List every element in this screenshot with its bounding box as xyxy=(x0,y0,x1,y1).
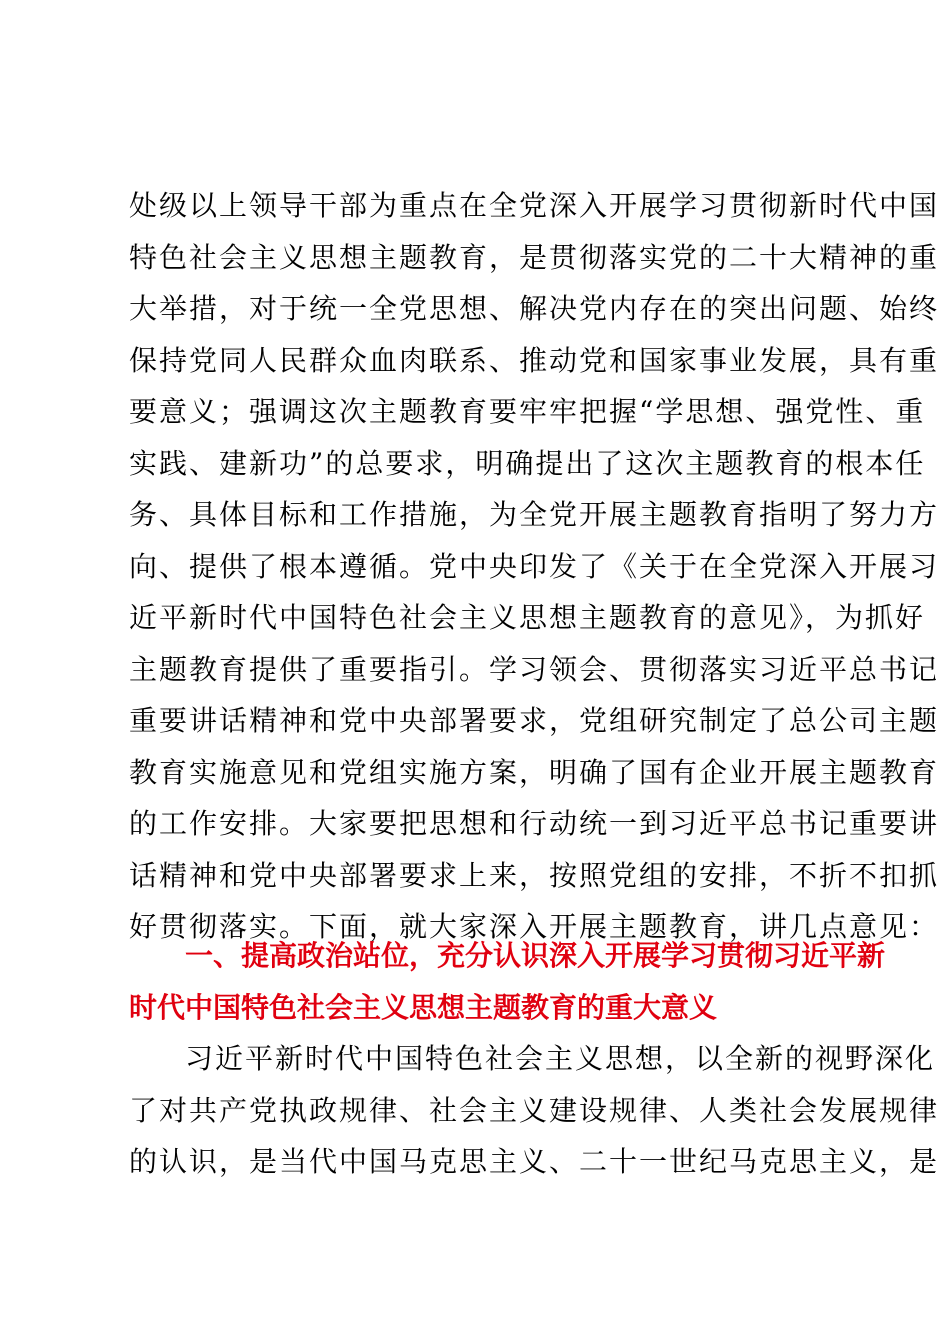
text-line: 向、提供了根本遵循。党中央印发了《关于在全党深入开展习 xyxy=(129,549,940,583)
text-line: 处级以上领导干部为重点在全党深入开展学习贯彻新时代中国 xyxy=(129,189,940,222)
text-line: 主题教育提供了重要指引。学习领会、贯彻落实习近平总书记 xyxy=(129,652,940,686)
text-line: 近平新时代中国特色社会主义思想主题教育的意见》，为抓好 xyxy=(129,601,926,634)
heading-line: 时代中国特色社会主义思想主题教育的重大意义 xyxy=(129,990,718,1024)
paragraph-1 xyxy=(129,180,940,953)
text-line: 大举措，对于统一全党思想、解决党内存在的突出问题、始终 xyxy=(129,292,940,325)
text-line: 要意义；强调这次主题教育要牢牢把握“学思想、强党性、重 xyxy=(129,395,926,428)
text-line: 保持党同人民群众血肉联系、推动党和国家事业发展，具有重 xyxy=(129,343,940,377)
paragraph-2 xyxy=(129,1033,940,1188)
text-line: 特色社会主义思想主题教育，是贯彻落实党的二十大精神的重 xyxy=(129,240,940,274)
section-heading xyxy=(129,930,886,1033)
text-line: 教育实施意见和党组实施方案，明确了国有企业开展主题教育 xyxy=(129,755,940,789)
text-line: 了对共产党执政规律、社会主义建设规律、人类社会发展规律 xyxy=(129,1093,940,1127)
text-line: 重要讲话精神和党中央部署要求，党组研究制定了总公司主题 xyxy=(129,704,940,737)
text-line: 话精神和党中央部署要求上来，按照党组的安排，不折不扣抓 xyxy=(129,858,940,892)
text-line: 好贯彻落实。下面，就大家深入开展主题教育，讲几点意见： xyxy=(129,910,940,943)
heading-line: 一、提高政治站位，充分认识深入开展学习贯彻习近平新 xyxy=(185,939,886,972)
text-line: 的认识，是当代中国马克思主义、二十一世纪马克思主义，是 xyxy=(129,1145,940,1178)
text-line: 习近平新时代中国特色社会主义思想，以全新的视野深化 xyxy=(185,1042,936,1075)
text-line: 实践、建新功”的总要求，明确提出了这次主题教育的根本任 xyxy=(129,446,926,480)
text-line: 的工作安排。大家要把思想和行动统一到习近平总书记重要讲 xyxy=(129,807,940,840)
text-line: 务、具体目标和工作措施，为全党开展主题教育指明了努力方 xyxy=(129,498,940,531)
